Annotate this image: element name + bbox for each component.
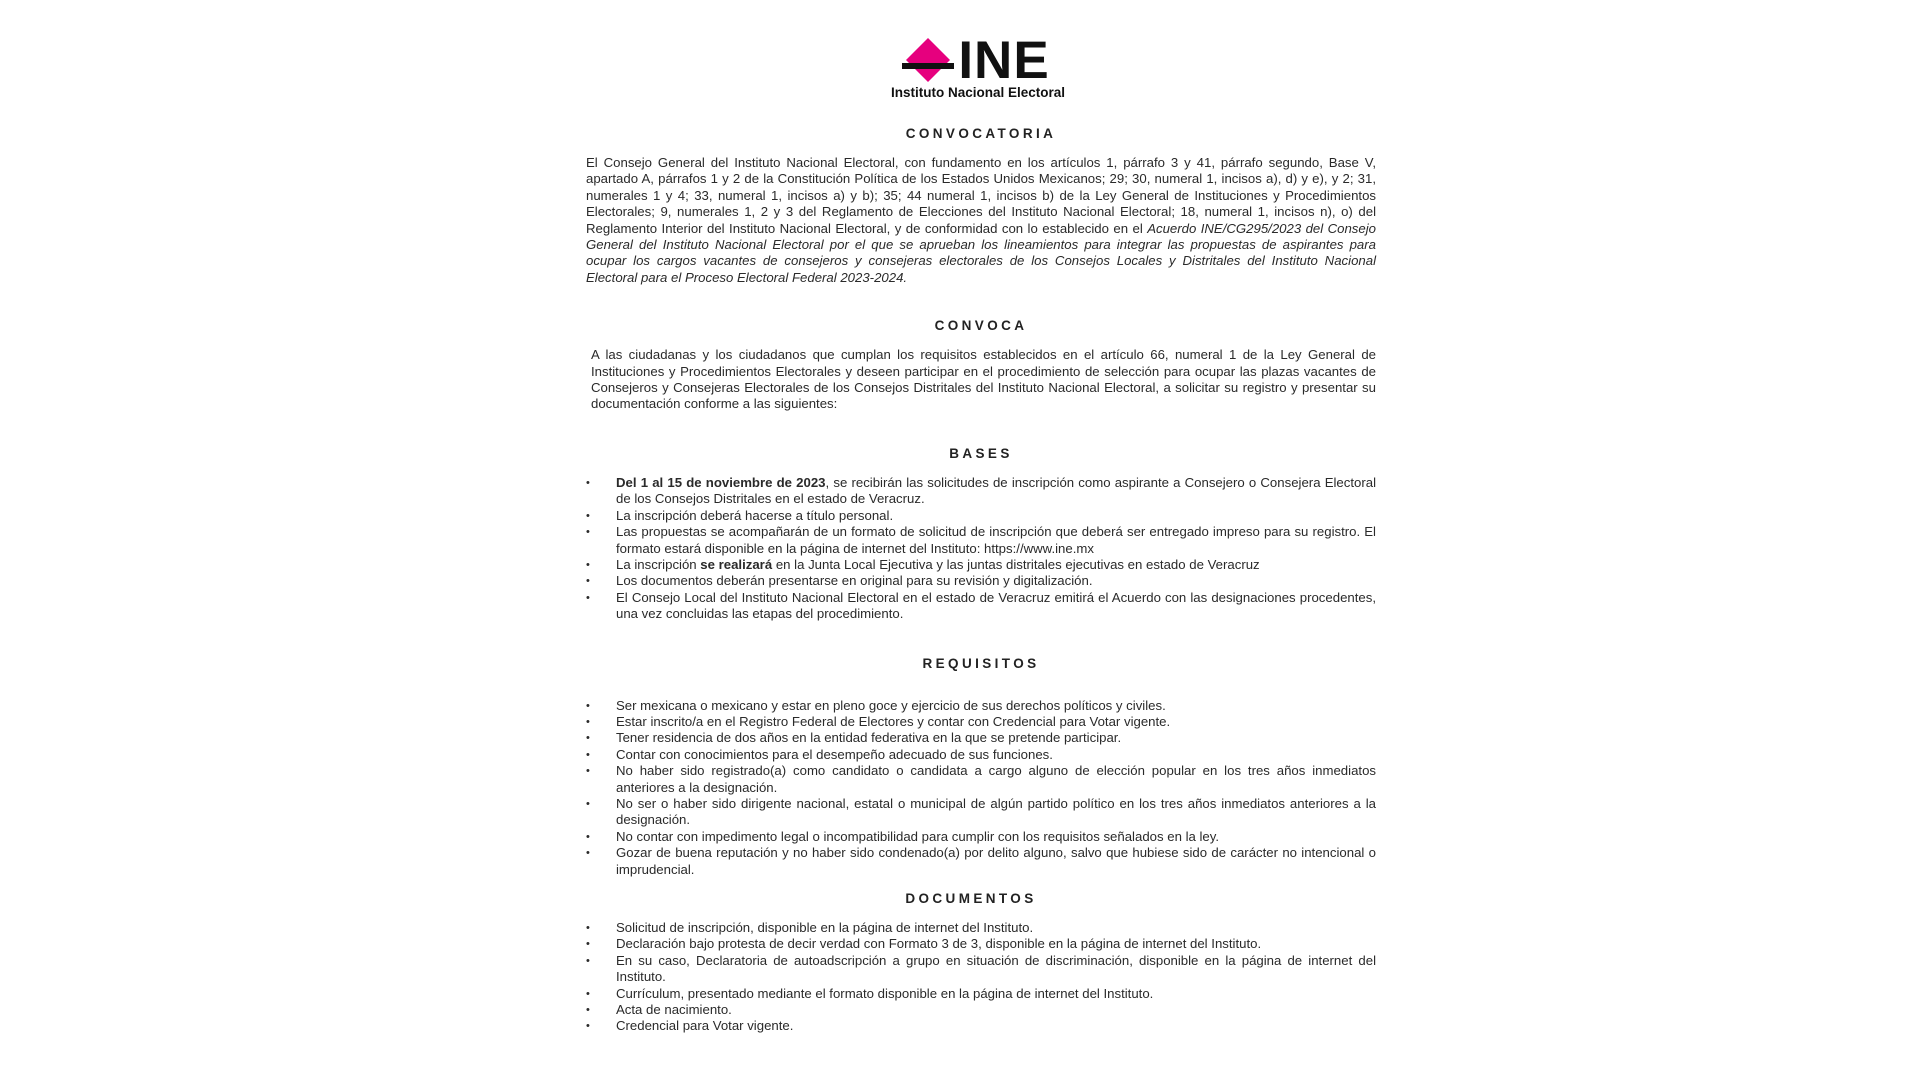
bases-item-bold: se realizará [700, 556, 773, 572]
convocatoria-text: El Consejo General del Instituto Nacional Electoral, con fundamento en los artículos 1, párrafo 3 y 41, párrafo segundo, Base V, apartado A, párrafos 1 y 2 de la Constitución Política de los Estados Unidos Mexicanos; 29; 30, numeral 1, incisos a), d) y e), y 2; 31, numerales 1 y 4; 33, numeral 1, incisos a) y b); 35; 44 numeral 1, incisos b) de la Ley General de Instituciones y Procedimientos Electorales; 9, numerales 1, 2 y 3 del Reglamento de Elecciones del Instituto Nacional Electoral; 18, numeral 1, incisos n), o) del Reglamento Interior del Instituto Nacional Electoral, y de conformidad con lo establecido en el [586, 155, 1376, 236]
bases-item-text: , se recibirán las solicitudes de inscripción como aspirante a Consejero o Consejera Electoral de los Consejos Distritales en el estado de Veracruz. [616, 474, 1377, 507]
requisitos-list [586, 698, 1376, 878]
documentos-item: • Solicitud de inscripción, disponible en la página de internet del Instituto. [586, 920, 1376, 936]
document-page [586, 31, 1377, 1035]
documentos-list [586, 920, 1376, 1035]
bases-item: • Los documentos deberán presentarse en original para su revisión y digitalización. [586, 573, 1376, 589]
convocatoria-italic-text: Acuerdo INE/CG295/2023 del Consejo General del Instituto Nacional Electoral por el que se aprueban los lineamientos para integrar las propuestas de aspirantes para ocupar los cargos vacantes de consejeros y consejeras electorales de los Consejos Locales y Distritales del Instituto Nacional Electoral para el Proceso Electoral Federal 2023-2024. [586, 220, 1376, 285]
logo-wordmark: INE [958, 31, 1050, 90]
documentos-item: • Currículum, presentado mediante el formato disponible en la página de internet del Instituto. [586, 986, 1376, 1002]
bases-item [586, 557, 1376, 573]
requisitos-item: • Gozar de buena reputación y no haber sido condenado(a) por delito alguno, salvo que hubiese sido de carácter no intencional o imprudencial. [586, 845, 1376, 878]
documentos-item: • Declaración bajo protesta de decir verdad con Formato 3 de 3, disponible en la página de internet del Instituto. [586, 936, 1376, 952]
bases-list [586, 475, 1376, 623]
logo-top-row [902, 31, 1050, 90]
requisitos-item: • No contar con impedimento legal o incompatibilidad para cumplir con los requisitos señalados en la ley. [586, 829, 1376, 845]
bases-heading: BASES [949, 445, 1013, 461]
bases-item [586, 475, 1376, 508]
bases-item-text: en la Junta Local Ejecutiva y las juntas distritales ejecutivas en estado de Veracruz [772, 556, 1260, 572]
convocatoria-paragraph [586, 155, 1376, 286]
requisitos-item: • Tener residencia de dos años en la entidad federativa en la que se pretende participar. [586, 730, 1376, 746]
documentos-item: • Acta de nacimiento. [586, 1002, 1376, 1018]
convoca-paragraph: A las ciudadanas y los ciudadanos que cumplan los requisitos establecidos en el artículo 66, numeral 1 de la Ley General de Instituciones y Procedimientos Electorales y deseen participar en el procedimiento de selección para ocupar las plazas vacantes de Consejeros y Consejeras Electorales de los Consejos Distritales del Instituto Nacional Electoral, a solicitar su registro y presentar su documentación conforme a las siguientes: [591, 347, 1376, 412]
convocatoria-heading: CONVOCATORIA [905, 126, 1057, 141]
documentos-heading: DOCUMENTOS [905, 891, 1037, 906]
bases-item: • La inscripción deberá hacerse a título personal. [586, 508, 1376, 524]
bases-item-date: Del 1 al 15 de noviembre de 2023 [616, 474, 826, 490]
convoca-heading: CONVOCA [934, 318, 1028, 334]
requisitos-item: • No ser o haber sido dirigente nacional, estatal o municipal de algún partido político en los tres años inmediatos anteriores a la designación. [586, 796, 1376, 829]
requisitos-item: • No haber sido registrado(a) como candidato o candidata a cargo alguno de elección popular en los tres años inmediatos anteriores a la designación. [586, 763, 1376, 796]
requisitos-item: • Estar inscrito/a en el Registro Federal de Electores y contar con Credencial para Votar vigente. [586, 714, 1376, 730]
requisitos-heading: REQUISITOS [922, 655, 1040, 671]
bases-item: • El Consejo Local del Instituto Nacional Electoral en el estado de Veracruz emitirá el Acuerdo con las designaciones procedentes, una vez concluidas las etapas del procedimiento. [586, 590, 1376, 623]
bases-item: • Las propuestas se acompañarán de un formato de solicitud de inscripción que deberá ser entregado impreso para su registro. El formato estará disponible en la página de internet del Instituto: https://www.ine.mx [586, 524, 1376, 557]
logo-subtitle: Instituto Nacional Electoral [890, 85, 1066, 100]
requisitos-item: • Ser mexicana o mexicano y estar en pleno goce y ejercicio de sus derechos políticos y civiles. [586, 698, 1376, 714]
ine-logo [576, 31, 1376, 104]
ballot-diamond-icon [902, 36, 954, 86]
documentos-item: • En su caso, Declaratoria de autoadscripción a grupo en situación de discriminación, disponible en la página de internet del Instituto. [586, 953, 1376, 986]
requisitos-item: • Contar con conocimientos para el desempeño adecuado de sus funciones. [586, 747, 1376, 763]
documentos-item: • Credencial para Votar vigente. [586, 1018, 1376, 1034]
bases-item-text: La inscripción [616, 556, 701, 572]
